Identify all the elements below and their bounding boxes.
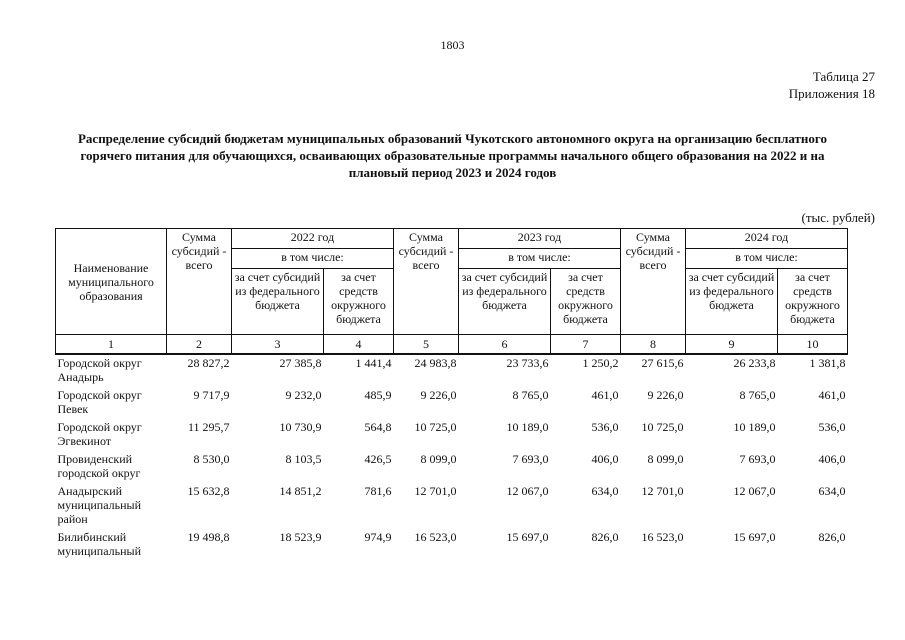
column-number: 1 xyxy=(56,335,167,355)
federal-2023-cell: 8 765,0 xyxy=(512,388,549,402)
header-total-2022: Сумма субсидий - всего xyxy=(167,229,232,335)
okrug-2024-cell: 406,0 xyxy=(818,452,846,466)
table-row xyxy=(56,529,848,561)
table-row xyxy=(56,354,848,387)
municipality-name: Провиденский городской округ xyxy=(57,452,141,480)
total-2022-cell: 8 530,0 xyxy=(193,452,230,466)
okrug-2023-cell: 634,0 xyxy=(591,484,619,498)
column-number: 3 xyxy=(232,335,324,355)
okrug-2024-cell: 634,0 xyxy=(818,484,846,498)
okrug-2023-cell: 1 250,2 xyxy=(582,356,619,370)
total-2022-cell: 28 827,2 xyxy=(187,356,230,370)
federal-2023-cell: 23 733,6 xyxy=(506,356,549,370)
column-number: 2 xyxy=(167,335,232,355)
total-2024-cell: 27 615,6 xyxy=(641,356,684,370)
total-2023-cell: 16 523,0 xyxy=(414,530,457,544)
okrug-2022-cell: 1 441,4 xyxy=(355,356,392,370)
okrug-2023-cell: 826,0 xyxy=(591,530,619,544)
header-including-2023: в том числе: xyxy=(459,249,621,269)
okrug-2022-cell: 781,6 xyxy=(364,484,392,498)
federal-2022-cell: 27 385,8 xyxy=(279,356,322,370)
table-number: Таблица 27 xyxy=(812,69,875,84)
header-year-2022: 2022 год xyxy=(232,229,394,249)
header-okrug-2023: за счет средств окружного бюджета xyxy=(551,269,621,335)
federal-2024-cell: 15 697,0 xyxy=(733,530,776,544)
okrug-2022-cell: 485,9 xyxy=(364,388,392,402)
okrug-2024-cell: 461,0 xyxy=(818,388,846,402)
total-2022-cell: 9 717,9 xyxy=(193,388,230,402)
okrug-2024-cell: 1 381,8 xyxy=(809,356,846,370)
column-number: 7 xyxy=(551,335,621,355)
federal-2023-cell: 15 697,0 xyxy=(506,530,549,544)
okrug-2022-cell: 564,8 xyxy=(364,420,392,434)
federal-2024-cell: 8 765,0 xyxy=(739,388,776,402)
total-2023-cell: 24 983,8 xyxy=(414,356,457,370)
total-2023-cell: 9 226,0 xyxy=(420,388,457,402)
okrug-2023-cell: 406,0 xyxy=(591,452,619,466)
header-okrug-2024: за счет средств окружного бюджета xyxy=(778,269,848,335)
header-name: Наименование муниципального образования xyxy=(56,229,167,335)
okrug-2023-cell: 536,0 xyxy=(591,420,619,434)
table-row xyxy=(56,483,848,529)
okrug-2023-cell: 461,0 xyxy=(591,388,619,402)
total-2024-cell: 8 099,0 xyxy=(647,452,684,466)
column-number: 10 xyxy=(778,335,848,355)
total-2024-cell: 12 701,0 xyxy=(641,484,684,498)
header-including-2024: в том числе: xyxy=(686,249,848,269)
federal-2024-cell: 10 189,0 xyxy=(733,420,776,434)
total-2024-cell: 16 523,0 xyxy=(641,530,684,544)
header-year-2024: 2024 год xyxy=(686,229,848,249)
page-number: 1803 xyxy=(440,38,465,52)
federal-2024-cell: 7 693,0 xyxy=(739,452,776,466)
municipality-name: Городской округ Эгвекинот xyxy=(57,420,142,448)
header-total-2023: Сумма субсидий - всего xyxy=(394,229,459,335)
total-2023-cell: 12 701,0 xyxy=(414,484,457,498)
column-number: 5 xyxy=(394,335,459,355)
header-federal-2022: за счет субсидий из федерального бюджета xyxy=(232,269,324,335)
federal-2023-cell: 12 067,0 xyxy=(506,484,549,498)
header-including-2022: в том числе: xyxy=(232,249,394,269)
municipality-name: Билибинский муниципальный xyxy=(57,530,142,558)
federal-2024-cell: 26 233,8 xyxy=(733,356,776,370)
federal-2022-cell: 8 103,5 xyxy=(285,452,322,466)
federal-2022-cell: 18 523,9 xyxy=(279,530,322,544)
table-row xyxy=(56,387,848,419)
table-row xyxy=(56,419,848,451)
header-federal-2023: за счет субсидий из федерального бюджета xyxy=(459,269,551,335)
header-total-2024: Сумма субсидий - всего xyxy=(621,229,686,335)
total-2024-cell: 10 725,0 xyxy=(641,420,684,434)
federal-2024-cell: 12 067,0 xyxy=(733,484,776,498)
okrug-2024-cell: 826,0 xyxy=(818,530,846,544)
table-reference xyxy=(789,68,875,102)
document-title: Распределение субсидий бюджетам муниципальных образований Чукотского автономного округа на организацию бесплатного горячего питания для обучающихся, осваивающих образовательные программы начального общего образования на 2022 и на плановый период 2023 и 2024 годов xyxy=(77,131,827,180)
total-2023-cell: 8 099,0 xyxy=(420,452,457,466)
column-number: 8 xyxy=(621,335,686,355)
okrug-2024-cell: 536,0 xyxy=(818,420,846,434)
municipality-name: Городской округ Певек xyxy=(57,388,142,416)
column-number: 9 xyxy=(686,335,778,355)
federal-2022-cell: 14 851,2 xyxy=(279,484,322,498)
municipality-name: Анадырский муниципальный район xyxy=(57,484,142,526)
units-label: (тыс. рублей) xyxy=(801,210,875,225)
total-2024-cell: 9 226,0 xyxy=(647,388,684,402)
municipality-name: Городской округ Анадырь xyxy=(57,356,142,384)
column-number: 4 xyxy=(324,335,394,355)
subsidies-table xyxy=(55,228,848,561)
federal-2022-cell: 10 730,9 xyxy=(279,420,322,434)
column-number: 6 xyxy=(459,335,551,355)
federal-2023-cell: 10 189,0 xyxy=(506,420,549,434)
header-year-2023: 2023 год xyxy=(459,229,621,249)
total-2022-cell: 15 632,8 xyxy=(187,484,230,498)
total-2023-cell: 10 725,0 xyxy=(414,420,457,434)
okrug-2022-cell: 974,9 xyxy=(364,530,392,544)
total-2022-cell: 19 498,8 xyxy=(187,530,230,544)
total-2022-cell: 11 295,7 xyxy=(187,420,230,434)
federal-2022-cell: 9 232,0 xyxy=(285,388,322,402)
federal-2023-cell: 7 693,0 xyxy=(512,452,549,466)
table-row xyxy=(56,451,848,483)
okrug-2022-cell: 426,5 xyxy=(364,452,392,466)
header-okrug-2022: за счет средств окружного бюджета xyxy=(324,269,394,335)
appendix-number: Приложения 18 xyxy=(788,86,875,101)
header-federal-2024: за счет субсидий из федерального бюджета xyxy=(686,269,778,335)
